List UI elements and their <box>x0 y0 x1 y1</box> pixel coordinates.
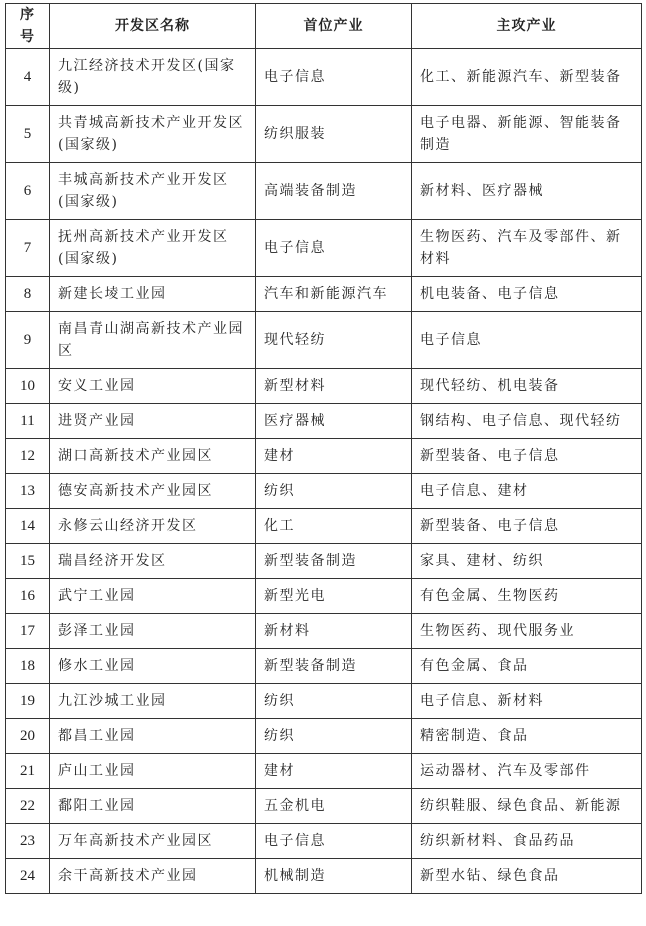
main-industries-cell: 有色金属、生物医药 <box>412 579 642 614</box>
table-row <box>6 859 642 894</box>
table-row <box>6 163 642 220</box>
zone-name-cell: 九江经济技术开发区(国家级) <box>50 49 256 106</box>
serial-number-cell: 24 <box>6 859 50 894</box>
main-industries-cell: 电子信息、新材料 <box>412 684 642 719</box>
serial-number-cell: 14 <box>6 509 50 544</box>
main-industries-cell: 家具、建材、纺织 <box>412 544 642 579</box>
leading-industry-cell: 化工 <box>256 509 412 544</box>
serial-number-cell: 11 <box>6 404 50 439</box>
main-industries-cell: 新材料、医疗器械 <box>412 163 642 220</box>
table-header-row <box>6 4 642 49</box>
main-industries-cell: 现代轻纺、机电装备 <box>412 369 642 404</box>
development-zone-table <box>5 3 642 894</box>
zone-name-cell: 九江沙城工业园 <box>50 684 256 719</box>
table-row <box>6 544 642 579</box>
leading-industry-cell: 建材 <box>256 439 412 474</box>
main-industries-cell: 新型水钻、绿色食品 <box>412 859 642 894</box>
table-row <box>6 754 642 789</box>
main-industries-cell: 新型装备、电子信息 <box>412 439 642 474</box>
zone-name-cell: 余干高新技术产业园 <box>50 859 256 894</box>
leading-industry-cell: 电子信息 <box>256 220 412 277</box>
table-row <box>6 369 642 404</box>
main-industries-cell: 机电装备、电子信息 <box>412 277 642 312</box>
leading-industry-cell: 新型装备制造 <box>256 649 412 684</box>
table-row <box>6 824 642 859</box>
table-row <box>6 509 642 544</box>
main-industries-cell: 纺织鞋服、绿色食品、新能源 <box>412 789 642 824</box>
main-industries-cell: 新型装备、电子信息 <box>412 509 642 544</box>
table-row <box>6 404 642 439</box>
main-industries-cell: 电子信息、建材 <box>412 474 642 509</box>
header-main-industries: 主攻产业 <box>412 4 642 49</box>
zone-name-cell: 彭泽工业园 <box>50 614 256 649</box>
header-serial-number: 序号 <box>6 4 50 49</box>
leading-industry-cell: 五金机电 <box>256 789 412 824</box>
leading-industry-cell: 新型材料 <box>256 369 412 404</box>
serial-number-cell: 15 <box>6 544 50 579</box>
leading-industry-cell: 建材 <box>256 754 412 789</box>
serial-number-cell: 10 <box>6 369 50 404</box>
serial-number-cell: 13 <box>6 474 50 509</box>
zone-name-cell: 修水工业园 <box>50 649 256 684</box>
table-row <box>6 106 642 163</box>
serial-number-cell: 21 <box>6 754 50 789</box>
table-row <box>6 49 642 106</box>
zone-name-cell: 鄱阳工业园 <box>50 789 256 824</box>
leading-industry-cell: 新型光电 <box>256 579 412 614</box>
serial-number-cell: 16 <box>6 579 50 614</box>
table-row <box>6 719 642 754</box>
leading-industry-cell: 高端装备制造 <box>256 163 412 220</box>
zone-name-cell: 瑞昌经济开发区 <box>50 544 256 579</box>
zone-name-cell: 武宁工业园 <box>50 579 256 614</box>
main-industries-cell: 纺织新材料、食品药品 <box>412 824 642 859</box>
leading-industry-cell: 现代轻纺 <box>256 312 412 369</box>
main-industries-cell: 化工、新能源汽车、新型装备 <box>412 49 642 106</box>
leading-industry-cell: 纺织 <box>256 719 412 754</box>
serial-number-cell: 17 <box>6 614 50 649</box>
table-row <box>6 312 642 369</box>
leading-industry-cell: 医疗器械 <box>256 404 412 439</box>
main-industries-cell: 运动器材、汽车及零部件 <box>412 754 642 789</box>
table-row <box>6 439 642 474</box>
main-industries-cell: 电子电器、新能源、智能装备制造 <box>412 106 642 163</box>
table-row <box>6 789 642 824</box>
leading-industry-cell: 电子信息 <box>256 49 412 106</box>
table-row <box>6 220 642 277</box>
serial-number-cell: 6 <box>6 163 50 220</box>
zone-name-cell: 进贤产业园 <box>50 404 256 439</box>
table-row <box>6 474 642 509</box>
table-row <box>6 614 642 649</box>
table-row <box>6 277 642 312</box>
main-industries-cell: 钢结构、电子信息、现代轻纺 <box>412 404 642 439</box>
zone-name-cell: 丰城高新技术产业开发区(国家级) <box>50 163 256 220</box>
serial-number-cell: 5 <box>6 106 50 163</box>
main-industries-cell: 精密制造、食品 <box>412 719 642 754</box>
main-industries-cell: 电子信息 <box>412 312 642 369</box>
zone-name-cell: 共青城高新技术产业开发区(国家级) <box>50 106 256 163</box>
zone-name-cell: 德安高新技术产业园区 <box>50 474 256 509</box>
serial-number-cell: 22 <box>6 789 50 824</box>
leading-industry-cell: 新型装备制造 <box>256 544 412 579</box>
serial-number-cell: 12 <box>6 439 50 474</box>
zone-name-cell: 新建长堎工业园 <box>50 277 256 312</box>
zone-name-cell: 万年高新技术产业园区 <box>50 824 256 859</box>
main-industries-cell: 有色金属、食品 <box>412 649 642 684</box>
serial-number-cell: 19 <box>6 684 50 719</box>
main-industries-cell: 生物医药、现代服务业 <box>412 614 642 649</box>
table-row <box>6 579 642 614</box>
main-industries-cell: 生物医药、汽车及零部件、新材料 <box>412 220 642 277</box>
table-row <box>6 649 642 684</box>
leading-industry-cell: 电子信息 <box>256 824 412 859</box>
serial-number-cell: 23 <box>6 824 50 859</box>
leading-industry-cell: 新材料 <box>256 614 412 649</box>
leading-industry-cell: 纺织 <box>256 684 412 719</box>
serial-number-cell: 7 <box>6 220 50 277</box>
header-leading-industry: 首位产业 <box>256 4 412 49</box>
table-row <box>6 684 642 719</box>
table-body <box>6 49 642 894</box>
serial-number-cell: 18 <box>6 649 50 684</box>
zone-name-cell: 永修云山经济开发区 <box>50 509 256 544</box>
serial-number-cell: 20 <box>6 719 50 754</box>
zone-name-cell: 都昌工业园 <box>50 719 256 754</box>
zone-name-cell: 抚州高新技术产业开发区(国家级) <box>50 220 256 277</box>
serial-number-cell: 9 <box>6 312 50 369</box>
serial-number-cell: 8 <box>6 277 50 312</box>
zone-name-cell: 湖口高新技术产业园区 <box>50 439 256 474</box>
zone-name-cell: 南昌青山湖高新技术产业园区 <box>50 312 256 369</box>
leading-industry-cell: 纺织服装 <box>256 106 412 163</box>
header-zone-name: 开发区名称 <box>50 4 256 49</box>
leading-industry-cell: 机械制造 <box>256 859 412 894</box>
leading-industry-cell: 汽车和新能源汽车 <box>256 277 412 312</box>
zone-name-cell: 安义工业园 <box>50 369 256 404</box>
leading-industry-cell: 纺织 <box>256 474 412 509</box>
zone-name-cell: 庐山工业园 <box>50 754 256 789</box>
serial-number-cell: 4 <box>6 49 50 106</box>
